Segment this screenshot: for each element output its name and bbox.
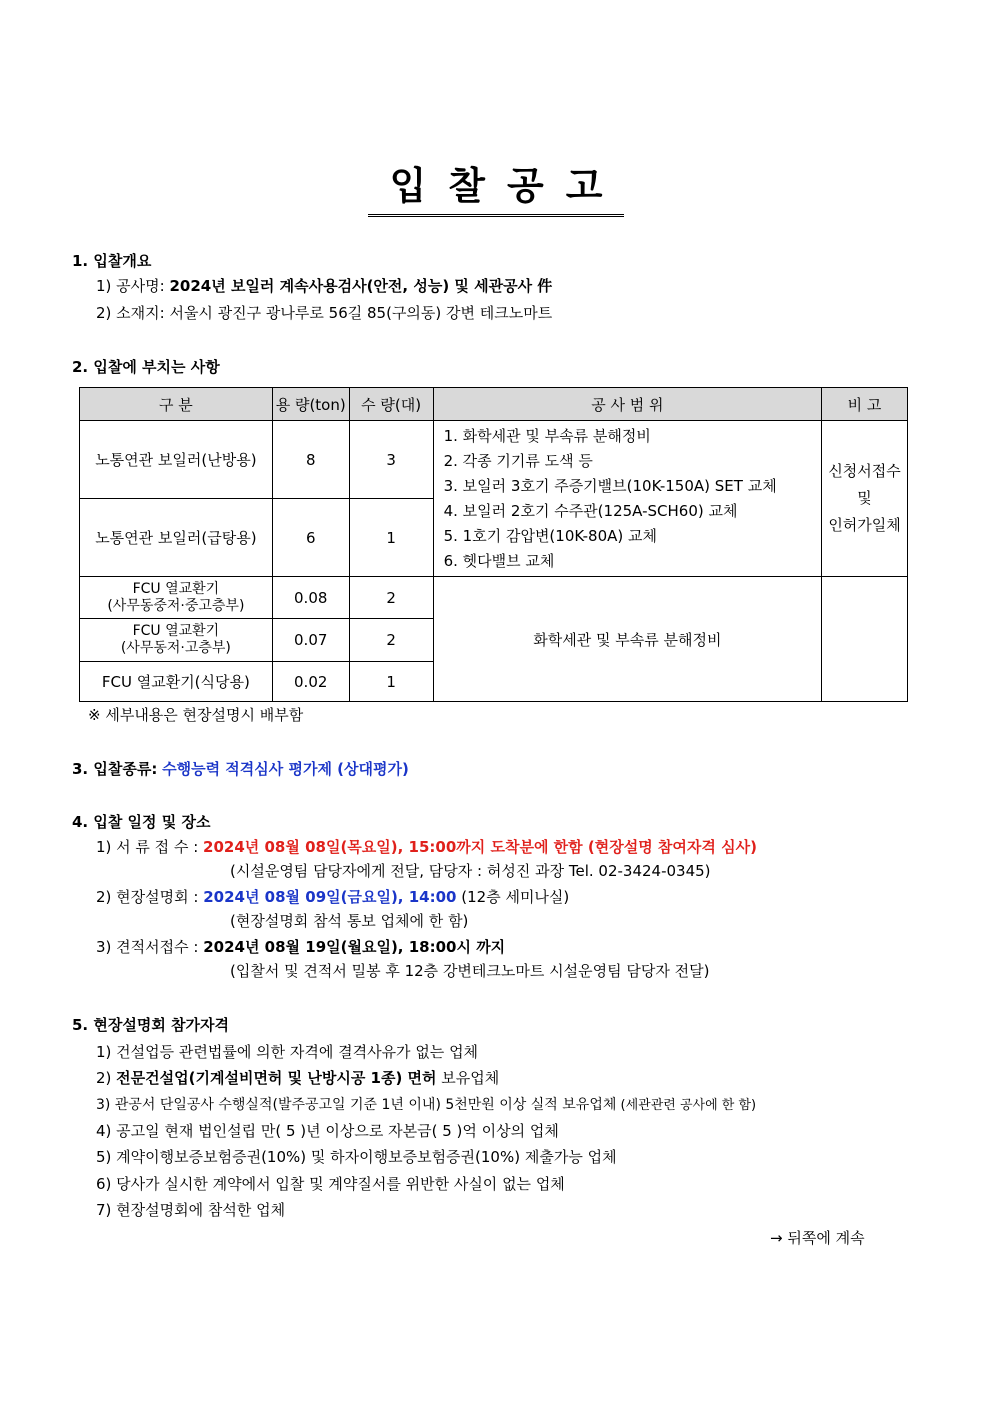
qualification-item xyxy=(96,1094,756,1114)
row-capacity: 0.02 xyxy=(272,662,349,702)
qualification-item: 6) 당사가 실시한 계약에서 입찰 및 계약질서를 위반한 사실이 없는 업체 xyxy=(96,1175,565,1193)
row-name: FCU 열교환기(식당용) xyxy=(80,662,273,702)
scope-item: 3. 보일러 3호기 주증기밸브(10K-150A) SET 교체 xyxy=(443,476,777,495)
project-name-value: 2024년 보일러 계속사용검사(안전, 성능) 및 세관공사 件 xyxy=(169,277,553,295)
title-text: 입찰공고 xyxy=(368,155,625,217)
schedule-label: 1) 서 류 접 수 : xyxy=(96,838,199,856)
scope-item: 1. 화학세관 및 부속류 분해정비 xyxy=(443,426,651,445)
note-line: 인허가일체 xyxy=(828,516,901,534)
row-capacity: 0.07 xyxy=(272,619,349,662)
qualification-note: (세관관련 공사에 한 함) xyxy=(616,1098,757,1113)
header-capacity: 용 량(ton) xyxy=(272,388,349,421)
scope-item: 5. 1호기 감압변(10K-80A) 교체 xyxy=(443,526,657,545)
table-row xyxy=(80,421,908,499)
qualification-item xyxy=(96,1067,499,1088)
row-name-line: (사무동저·고층부) xyxy=(120,640,231,656)
qualification-item: 7) 현장설명회에 참석한 업체 xyxy=(96,1201,286,1219)
page-title xyxy=(0,155,992,217)
scope-item: 2. 각종 기기류 도색 등 xyxy=(443,451,593,470)
header-scope: 공 사 범 위 xyxy=(433,388,822,421)
note-line: 신청서접수 xyxy=(828,462,901,480)
qualification-license: 전문건설업(기계설비면허 및 난방시공 1종) 면허 xyxy=(116,1069,437,1087)
row-quantity: 3 xyxy=(349,421,433,499)
schedule-value: 2024년 08월 08일(목요일), 15:00까지 도착분에 한함 (현장설명 참여자격 심사) xyxy=(203,838,757,856)
schedule-value: 2024년 08월 19일(월요일), 18:00시 까지 xyxy=(203,938,506,956)
boiler-note-cell xyxy=(822,421,908,577)
schedule-item-3 xyxy=(96,936,505,957)
header-note: 비 고 xyxy=(822,388,908,421)
row-name: 노통연관 보일러(난방용) xyxy=(80,421,273,499)
schedule-label: 2) 현장설명회 : xyxy=(96,888,199,906)
row-quantity: 2 xyxy=(349,577,433,619)
row-name-line: FCU 열교환기 xyxy=(132,623,220,639)
row-quantity: 1 xyxy=(349,499,433,577)
continued-note: → 뒤쪽에 계속 xyxy=(770,1229,865,1247)
project-name xyxy=(96,275,552,296)
schedule-extra: (12층 세미나실) xyxy=(456,888,570,906)
section-4-heading: 4. 입찰 일정 및 장소 xyxy=(72,813,211,831)
schedule-value: 2024년 08월 09일(금요일), 14:00 xyxy=(203,888,457,906)
bid-type-value: 수행능력 적격심사 평가제 (상대평가) xyxy=(162,760,409,778)
row-name-line: FCU 열교환기 xyxy=(132,580,220,597)
row-name-line: (사무동중저·중고층부) xyxy=(107,597,245,614)
qualification-item: 4) 공고일 현재 법인설립 만( 5 )년 이상으로 자본금( 5 )억 이상의 업체 xyxy=(96,1122,559,1140)
row-quantity: 1 xyxy=(349,662,433,702)
note-line: 및 xyxy=(857,489,872,507)
scope-item: 4. 보일러 2호기 수주관(125A-SCH60) 교체 xyxy=(443,501,738,520)
row-quantity: 2 xyxy=(349,619,433,662)
section-3-heading: 3. 입찰종류: xyxy=(72,760,158,778)
schedule-item-3-sub: (입찰서 및 견적서 밀봉 후 12층 강변테크노마트 시설운영팀 담당자 전달) xyxy=(230,962,710,980)
schedule-item-1 xyxy=(96,836,757,857)
schedule-item-1-sub: (시설운영팀 담당자에게 전달, 담당자 : 허성진 과장 Tel. 02-3424-0345) xyxy=(230,862,711,880)
row-capacity: 8 xyxy=(272,421,349,499)
qualification-text: 3) 관공서 단일공사 수행실적(발주공고일 기준 1년 이내) 5천만원 이상 실적 보유업체 xyxy=(96,1097,617,1113)
project-name-label: 1) 공사명: xyxy=(96,277,165,295)
section-1-heading: 1. 입찰개요 xyxy=(72,252,152,270)
schedule-item-2 xyxy=(96,886,569,907)
row-name xyxy=(80,619,273,662)
section-2-heading: 2. 입찰에 부치는 사항 xyxy=(72,358,220,376)
table-footnote: ※ 세부내용은 현장설명시 배부함 xyxy=(88,706,304,724)
table-header-row xyxy=(80,388,908,421)
boiler-scope-cell xyxy=(433,421,822,577)
schedule-label: 3) 견적서접수 : xyxy=(96,938,199,956)
qualification-item: 5) 계약이행보증보험증권(10%) 및 하자이행보증보험증권(10%) 제출가능 업체 xyxy=(96,1148,617,1166)
bid-items-table xyxy=(79,387,908,702)
header-category: 구 분 xyxy=(80,388,273,421)
project-location: 2) 소재지: 서울시 광진구 광나루로 56길 85(구의동) 강변 테크노마트 xyxy=(96,304,553,322)
qualification-item: 1) 건설업등 관련법률에 의한 자격에 결격사유가 없는 업체 xyxy=(96,1043,479,1061)
section-5-heading: 5. 현장설명회 참가자격 xyxy=(72,1016,229,1034)
qualification-suffix: 보유업체 xyxy=(436,1069,500,1087)
table-row xyxy=(80,577,908,619)
qualification-number: 2) xyxy=(96,1069,117,1087)
header-quantity: 수 량(대) xyxy=(349,388,433,421)
scope-item: 6. 헷다밸브 교체 xyxy=(443,551,555,570)
fcu-scope-cell: 화학세관 및 부속류 분해정비 xyxy=(433,577,822,702)
row-name: 노통연관 보일러(급탕용) xyxy=(80,499,273,577)
row-capacity: 6 xyxy=(272,499,349,577)
row-capacity: 0.08 xyxy=(272,577,349,619)
section-3 xyxy=(72,758,409,779)
row-name xyxy=(80,577,273,619)
schedule-item-2-sub: (현장설명회 참석 통보 업체에 한 함) xyxy=(230,912,469,930)
fcu-note-cell xyxy=(822,577,908,702)
